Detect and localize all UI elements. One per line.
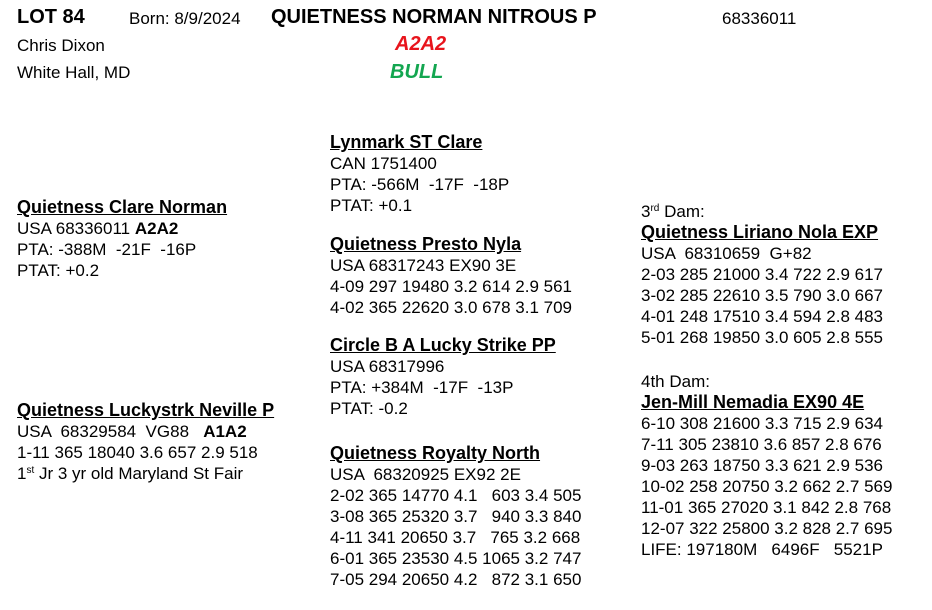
dam-record: 1-11 365 18040 3.6 657 2.9 518: [17, 443, 258, 462]
record-line: 3-08 365 25320 3.7 940 3.3 840: [330, 507, 582, 526]
sire-reg-number: USA 68336011: [17, 219, 135, 238]
fourth-dam-label: 4th Dam:: [641, 372, 710, 391]
dam-award-text: Jr 3 yr old Maryland St Fair: [34, 464, 244, 483]
third-dam-label-suffix: rd: [650, 203, 660, 214]
dam-block: [17, 400, 274, 484]
dams-sire-reg: USA 68317996: [330, 357, 445, 376]
record-line: 4-02 365 22620 3.0 678 3.1 709: [330, 298, 572, 317]
record-line: 12-07 322 25800 3.2 828 2.7 695: [641, 519, 893, 538]
sire-name: Quietness Clare Norman: [17, 197, 228, 217]
sex-label: BULL: [390, 61, 444, 83]
sire-reg: [17, 218, 227, 239]
record-line: USA 68320925 EX92 2E: [330, 465, 521, 484]
dams-dam-name: Quietness Royalty North: [330, 443, 541, 463]
record-line: 4-09 297 19480 3.2 614 2.9 561: [330, 277, 572, 296]
sire-genotype: A2A2: [134, 219, 179, 238]
record-line: 4-11 341 20650 3.7 765 3.2 668: [330, 528, 581, 547]
dams-dam-block: [330, 443, 581, 590]
record-line: 7-05 294 20650 4.2 872 3.1 650: [330, 570, 582, 589]
owner-name: Chris Dixon: [17, 36, 105, 55]
record-line: USA 68310659 G+82: [641, 244, 812, 263]
dam-genotype: A1A2: [203, 422, 247, 441]
sires-dam-block: [330, 234, 572, 318]
lot-number: LOT 84: [17, 6, 85, 28]
dam-award-suffix: st: [26, 465, 35, 476]
dams-sire-ptat: PTAT: -0.2: [330, 399, 408, 418]
dam-reg: [17, 421, 274, 442]
owner-location: White Hall, MD: [17, 63, 131, 82]
dams-sire-block: [330, 335, 556, 419]
record-line: 6-01 365 23530 4.5 1065 3.2 747: [330, 549, 582, 568]
registration-number: 68336011: [722, 9, 797, 28]
dams-sire-name: Circle B A Lucky Strike PP: [330, 335, 556, 355]
sires-sire-block: [330, 132, 509, 216]
third-dam-label: [641, 201, 883, 222]
lifetime-record: LIFE: 197180M 6496F 5521P: [641, 540, 883, 559]
animal-name: QUIETNESS NORMAN NITROUS P: [271, 6, 597, 28]
sires-sire-name: Lynmark ST Clare: [330, 132, 483, 152]
record-line: USA 68317243 EX90 3E: [330, 256, 517, 275]
record-line: 4-01 248 17510 3.4 594 2.8 483: [641, 307, 883, 326]
genotype-label: A2A2: [395, 33, 447, 55]
record-line: 2-02 365 14770 4.1 603 3.4 505: [330, 486, 582, 505]
record-line: 11-01 365 27020 3.1 842 2.8 768: [641, 498, 892, 517]
sires-sire-pta: PTA: -566M -17F -18P: [330, 175, 510, 194]
sires-sire-ptat: PTAT: +0.1: [330, 196, 413, 215]
record-line: 5-01 268 19850 3.0 605 2.8 555: [641, 328, 883, 347]
sire-ptat: PTAT: +0.2: [17, 261, 100, 280]
record-line: 2-03 285 21000 3.4 722 2.9 617: [641, 265, 883, 284]
birth-date: Born: 8/9/2024: [129, 9, 241, 28]
fourth-dam-name: Jen-Mill Nemadia EX90 4E: [641, 392, 865, 412]
fourth-dam-block: [641, 371, 892, 560]
record-line: 10-02 258 20750 3.2 662 2.7 569: [641, 477, 893, 496]
sire-pta: PTA: -388M -21F -16P: [17, 240, 197, 259]
record-line: 7-11 305 23810 3.6 857 2.8 676: [641, 435, 882, 454]
sires-dam-name: Quietness Presto Nyla: [330, 234, 522, 254]
sire-block: [17, 197, 227, 281]
dams-sire-pta: PTA: +384M -17F -13P: [330, 378, 514, 397]
third-dam-label-text: Dam:: [659, 202, 705, 221]
third-dam-label-number: 3: [641, 202, 651, 221]
record-line: 3-02 285 22610 3.5 790 3.0 667: [641, 286, 883, 305]
dam-reg-number: USA 68329584 VG88: [17, 422, 204, 441]
dam-award-number: 1: [17, 464, 27, 483]
record-line: 9-03 263 18750 3.3 621 2.9 536: [641, 456, 883, 475]
record-line: 6-10 308 21600 3.3 715 2.9 634: [641, 414, 883, 433]
dam-name: Quietness Luckystrk Neville P: [17, 400, 275, 420]
third-dam-block: [641, 201, 883, 348]
sires-sire-reg: CAN 1751400: [330, 154, 437, 173]
third-dam-name: Quietness Liriano Nola EXP: [641, 222, 879, 242]
dam-award: [17, 463, 274, 484]
